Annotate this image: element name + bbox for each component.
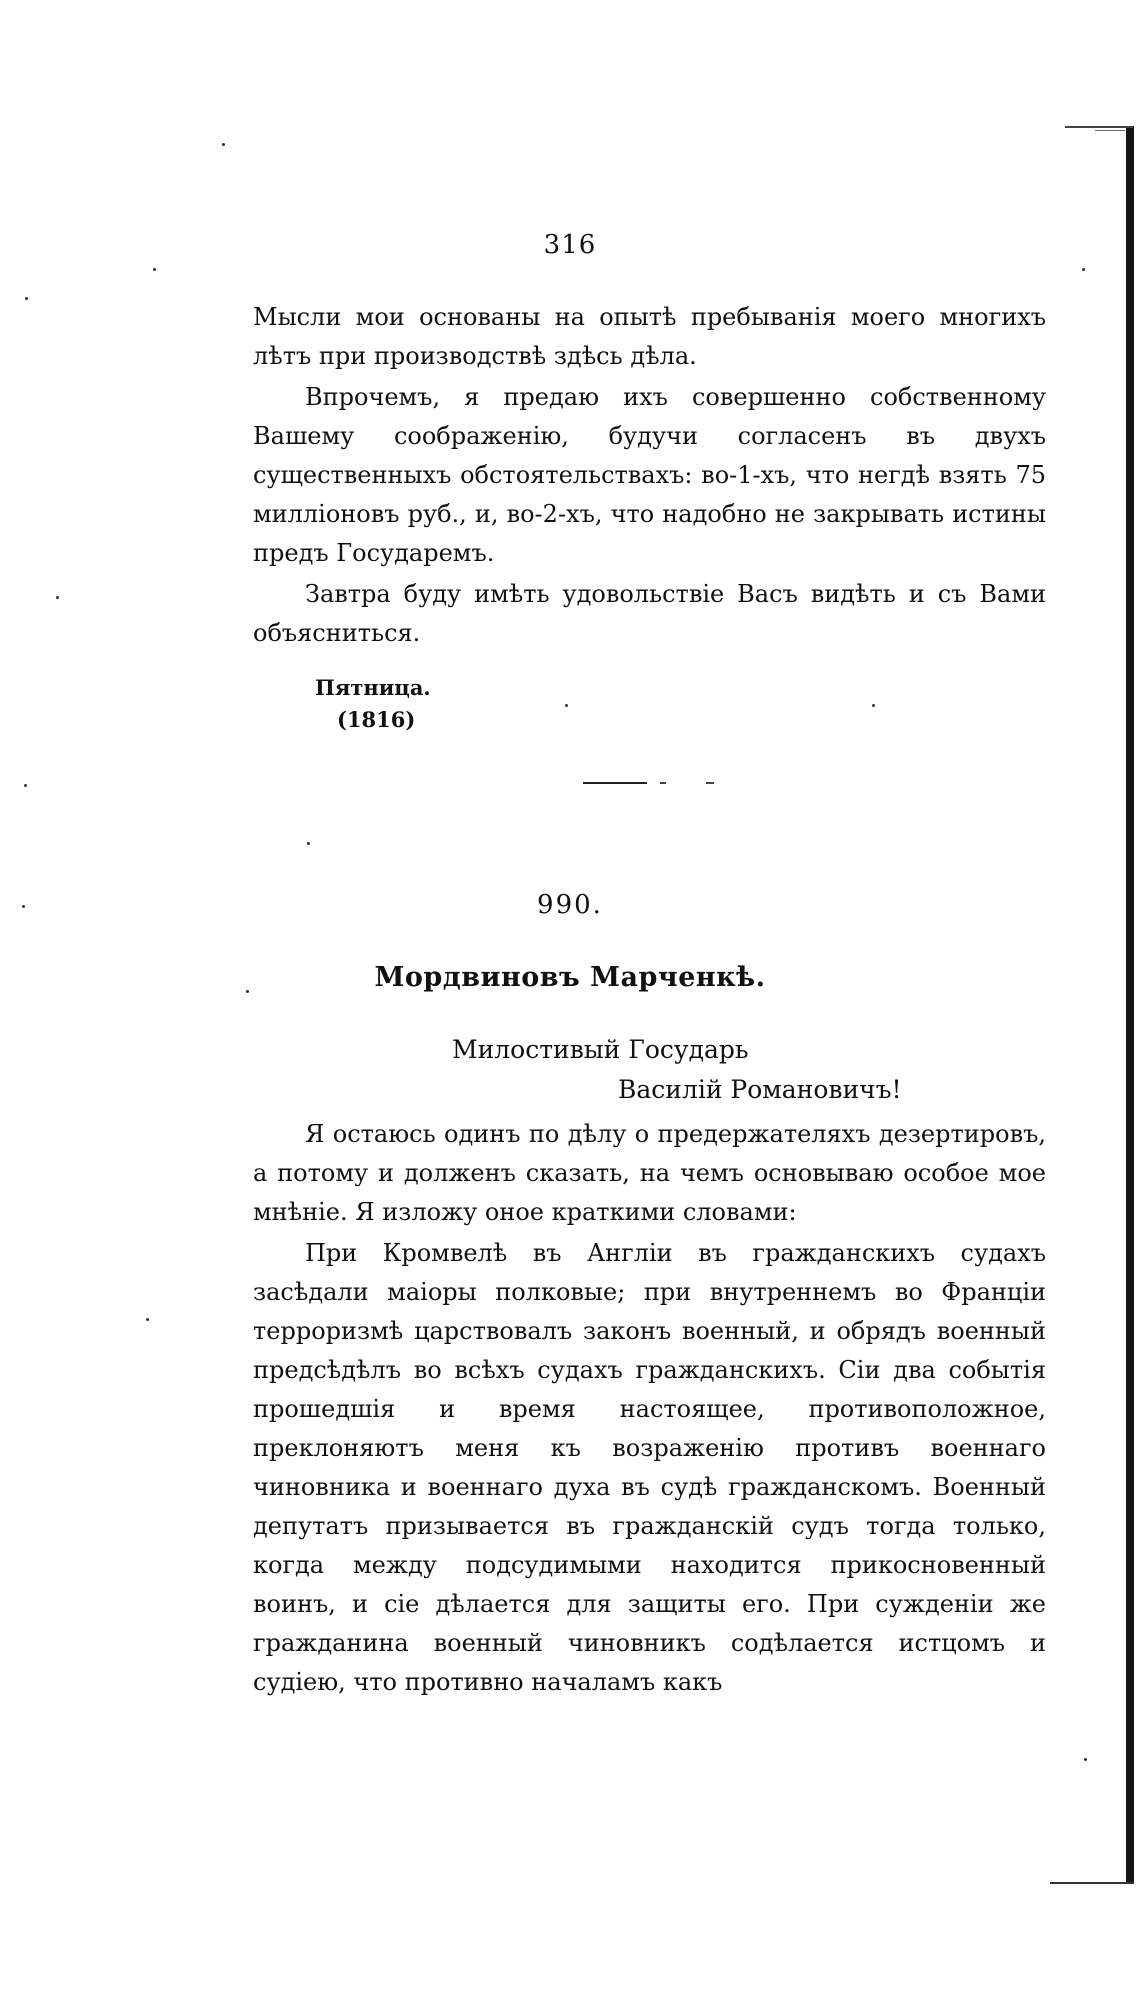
scan-speck [222, 143, 225, 146]
page-edge-border [1126, 126, 1134, 1884]
continuation-text [253, 298, 1046, 653]
signature-block [315, 672, 431, 736]
page-edge-bottom-line [1050, 1882, 1134, 1884]
letter-body [253, 1115, 1046, 1702]
page-edge-top-line [1065, 126, 1133, 128]
continuation-paragraph-3: Завтра буду имѣть удовольствіе Васъ видѣть и съ Вами объясниться. [253, 580, 1046, 647]
continuation-paragraph-1: Мысли мои основаны на опытѣ пребыванія моего многихъ лѣтъ при производствѣ здѣсь дѣла. [253, 303, 1046, 370]
scan-speck [307, 842, 310, 845]
scan-speck [1082, 268, 1085, 271]
letter-paragraph-1: Я остаюсь одинъ по дѣлу о предержателяхъ дезертировъ, а потому и долженъ сказать, на чемъ основываю особое мое мнѣніе. Я изложу оное краткими словами: [253, 1120, 1046, 1226]
salutation-line-1: Милостивый Государь [452, 1035, 749, 1064]
section-divider-dot-2 [706, 782, 714, 784]
scan-speck [24, 784, 27, 787]
section-divider-dot [660, 782, 666, 784]
page-edge-top-line-2 [1095, 130, 1125, 131]
continuation-paragraph-2: Впрочемъ, я предаю ихъ совершенно собственному Вашему соображенію, будучи согласенъ въ двухъ существенныхъ обстоятельствахъ: во-1-хъ, что негдѣ взять 75 милліоновъ руб., и, во-2-хъ, что надобно не закрывать истины предъ Государемъ. [253, 383, 1046, 567]
scan-speck [25, 297, 28, 300]
letter-paragraph-2: При Кромвелѣ въ Англіи въ гражданскихъ судахъ засѣдали маіоры полковые; при внутреннемъ во Франціи терроризмѣ царствовалъ законъ военный, и обрядъ военный предсѣдѣлъ во всѣхъ судахъ гражданскихъ. Сіи два событія прошедшія и время настоящее, противоположное, преклоняютъ меня къ возраженію противъ военнаго чиновника и военнаго духа въ судѣ гражданскомъ. Военный депутатъ призывается въ гражданскій судъ тогда только, когда между подсудимыми находится прикосновенный воинъ, и сіе дѣлается для защиты его. При сужденіи же гражданина военный чиновникъ содѣлается истцомъ и судіею, что противно началамъ какъ [253, 1239, 1046, 1696]
letter-number: 990. [537, 890, 603, 920]
page-number: 316 [543, 230, 597, 260]
signature-year: (1816) [337, 707, 416, 732]
scan-speck [565, 704, 568, 707]
scan-speck [872, 704, 875, 707]
letter-title: Мордвиновъ Марченкѣ. [374, 962, 766, 993]
scan-speck [22, 905, 25, 908]
section-divider [583, 782, 647, 784]
scan-speck [146, 1318, 149, 1321]
scan-speck [153, 268, 156, 271]
scan-speck [56, 596, 59, 599]
scan-speck [1084, 1758, 1087, 1761]
scan-speck [246, 990, 249, 993]
salutation-line-2: Василій Романовичъ! [618, 1075, 902, 1104]
signature-day: Пятница. [315, 675, 431, 700]
